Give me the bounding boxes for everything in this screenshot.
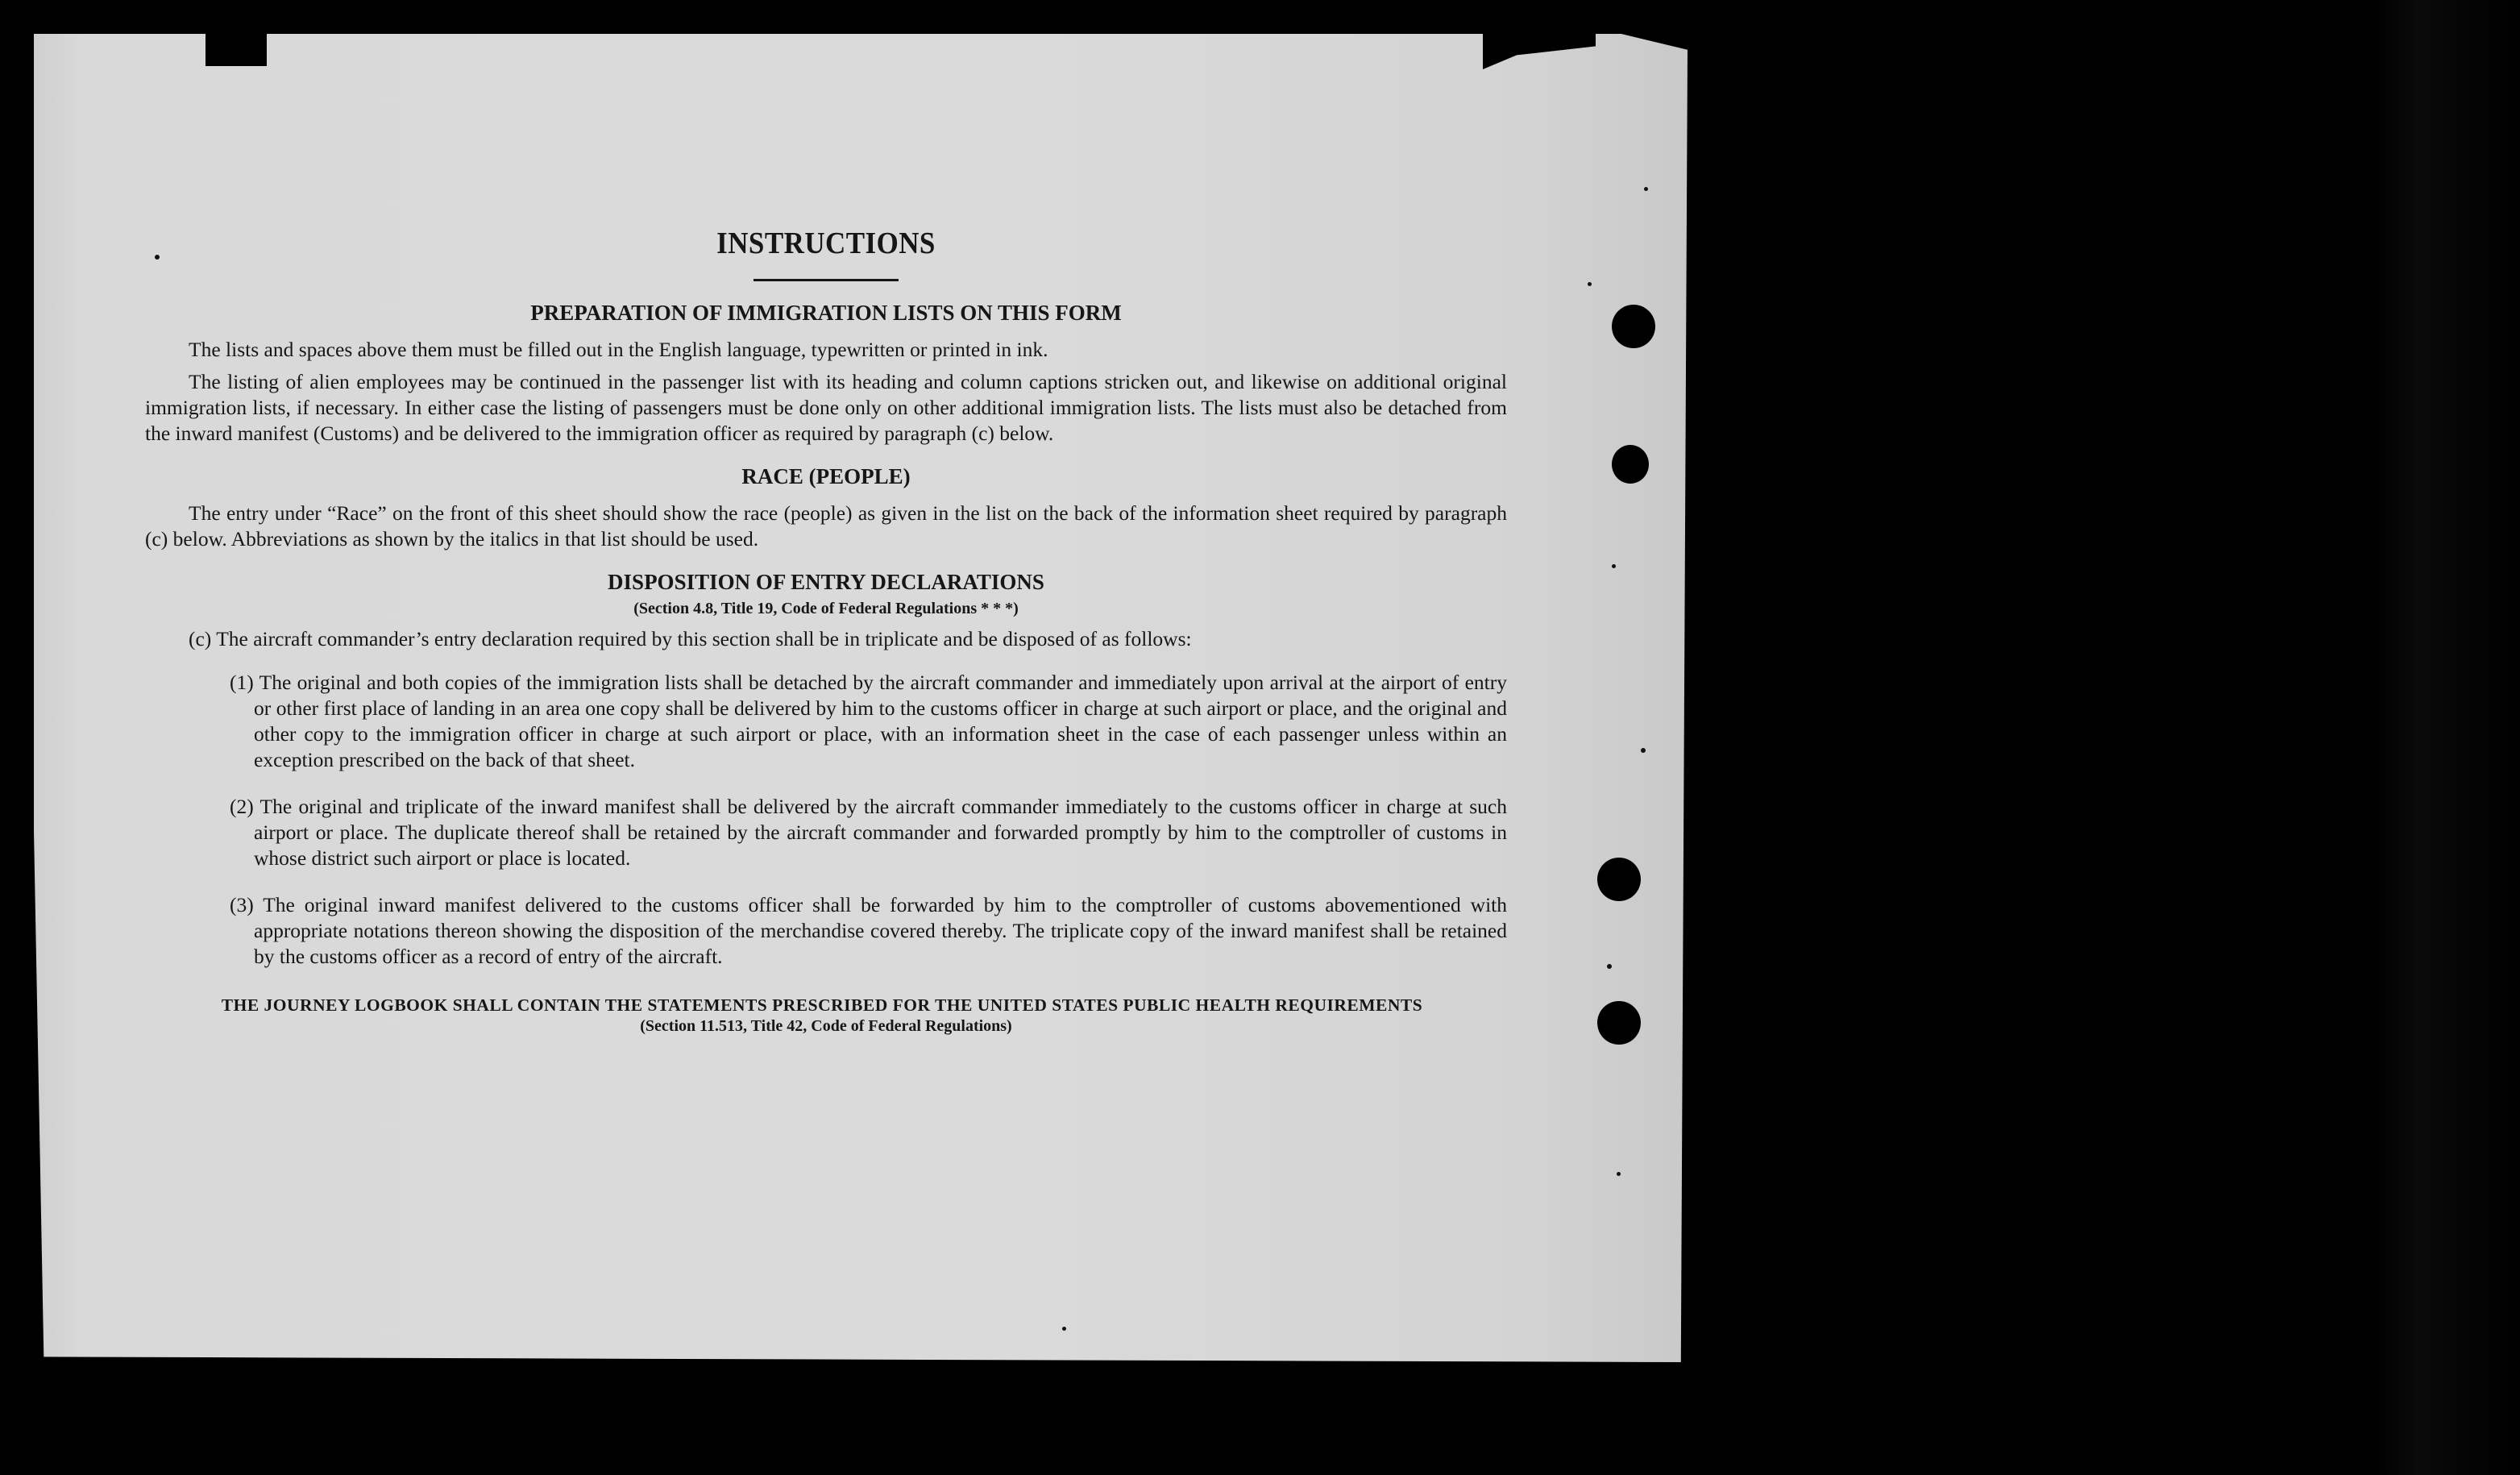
title-underline [754,279,899,281]
list-item: (2) The original and triplicate of the inward manifest shall be delivered by the aircraft commander immediately to the customs officer in charge at such airport or place. The duplicate thereof shall be retained by the aircraft commander and forwarded promptly by him to the comptroller of customs in whose district such airport or place is located. [230,795,1507,870]
paragraph: The listing of alien employees may be continued in the passenger list with its heading and column captions stricken out, and likewise on additional original immigration lists, if necessary. In either case the listing of passengers must be done only on other additional immigration lists. The lists must also be detached from the inward manifest (Customs) and be delivered to the immigration officer as required by paragraph (c) below. [145,370,1507,445]
instructions-content [145,226,1507,1036]
torn-corner [206,34,267,66]
punch-hole [1597,858,1641,901]
clause-c: (c) The aircraft commander’s entry declaration required by this section shall be in triplicate and be disposed of as follows: [189,627,1192,650]
footer-citation: (Section 11.513, Title 42, Code of Federal Regulations) [640,1017,1012,1035]
punch-hole [1597,1001,1641,1045]
speck [1588,282,1592,286]
section-citation: (Section 4.8, Title 19, Code of Federal Regulations * * *) [633,600,1019,617]
section-heading-race: RACE (PEOPLE) [741,464,911,488]
speck [1612,564,1616,568]
paragraph: The lists and spaces above them must be filled out in the English language, typewritten or printed in ink. [189,338,1048,361]
speck [1062,1327,1066,1331]
film-edge [2375,0,2520,1475]
speck [1617,1172,1621,1176]
page-title: INSTRUCTIONS [716,226,936,260]
section-heading-disposition: DISPOSITION OF ENTRY DECLARATIONS [608,570,1044,594]
speck [1607,964,1612,969]
list-item: (1) The original and both copies of the immigration lists shall be detached by the aircraft commander and immediately upon arrival at the airport of entry or other first place of landing in an area one copy shall be delivered by him to the customs officer in charge at such airport or place, and the original and other copy to the immigration officer in charge at such airport or place, with an information sheet in the case of each passenger unless within an exception prescribed on the back of that sheet. [230,671,1507,771]
footer-statement: THE JOURNEY LOGBOOK SHALL CONTAIN THE STATEMENTS PRESCRIBED FOR THE UNITED STATES PUBLIC HEALTH REQUIREMENTS [221,995,1423,1015]
list-item: (3) The original inward manifest delivered to the customs officer shall be forwarded by him to the comptroller of customs abovementioned with appropriate notations thereon showing the disposition of the merchandise covered thereby. The triplicate copy of the inward manifest shall be retained by the customs officer as a record of entry of the aircraft. [230,893,1507,968]
speck [1641,748,1646,753]
punch-hole [1612,445,1649,484]
section-heading-preparation: PREPARATION OF IMMIGRATION LISTS ON THIS FORM [530,301,1122,325]
speck [1644,187,1648,191]
paragraph: The entry under “Race” on the front of this sheet should show the race (people) as given in the list on the back of the information sheet required by paragraph (c) below. Abbreviations as shown by the italics in that list should be used. [145,501,1507,551]
punch-hole [1612,305,1655,348]
